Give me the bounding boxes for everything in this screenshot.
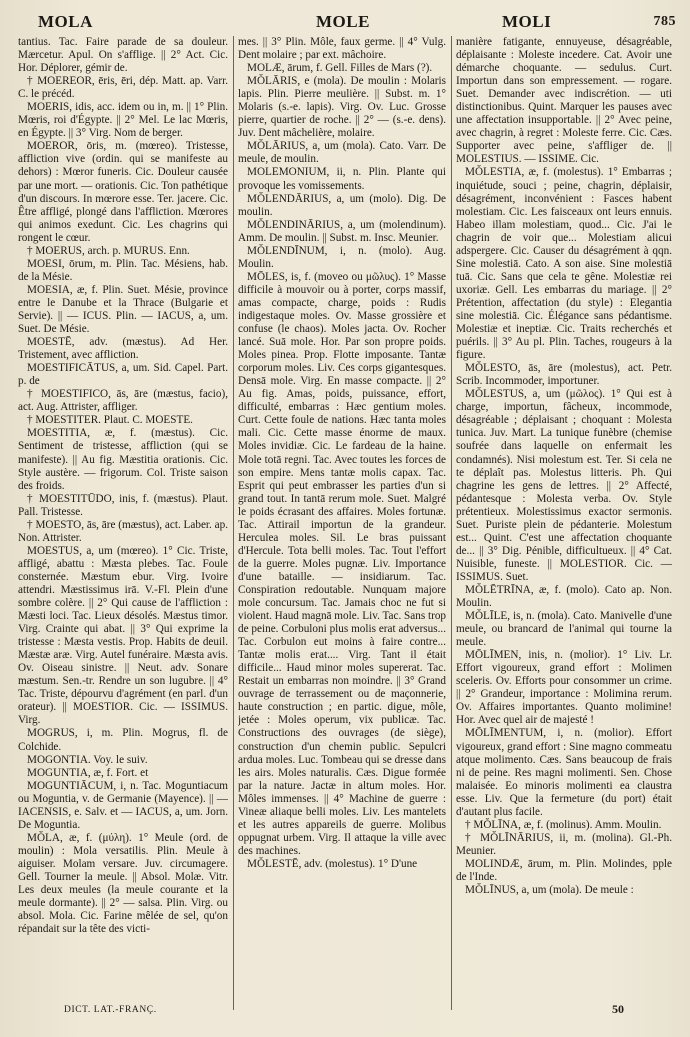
dictionary-entry: MŎLESTIA, æ, f. (molestus). 1° Embarras ; inquiétude, souci ; peine, chagrin, déplaisir, désagrément, inconvénient : Fasces habent molestiam. Cic. Les faisceaux ont leurs ennuis. Habeo illam molestiam, quod... Cic. J'ai le chagrin de voir que... Molestiam alicui adspergere. Cic. Causer du désagrément à qqn. Sine molestiā. Cato. A son aise. Sine molestiā tuā. Cic. Sans que cela te gêne. Molestiæ rei uxoriæ. Gell. Les embarras du mariage. || 2° Prétention, affectation (du style) : Elegantia sine molestiā. Cic. Élégance sans pédantisme. Molestiæ et ineptiæ. Cic. Traits recherchés et puérils. || 3° Au pl. Plin. Taches, rougeurs à la figure.	[456, 166, 672, 362]
dictionary-entry: MOESTUS, a, um (mœreo). 1° Cic. Triste, affligé, abattu : Mæsta plebes. Tac. Foule consternée. Mæstum ebur. Virg. Ivoire attendri. Mæstissimus irā. V.-Fl. Plein d'une sombre colère. || 2° Qui cause de l'affliction : Mæsti loci. Tac. Lieux désolés. Mæstus timor. Virg. Crainte qui abat. || 3° Qui exprime la tristesse : Mæsta vestis. Prop. Habits de deuil. Mæstæ aræ. Virg. Autel funéraire. Mæsta avis. Ov. Oiseau sinistre. || Neut. adv. Sonare mæstum. Sen.-tr. Rendre un son lugubre. || 4° Tac. Triste, dépourvu d'agrément (en parl. d'un orateur). || MOESTIOR. Cic. — ISSIMUS. Virg.	[18, 544, 228, 727]
dictionary-entry: MOGUNTIA, æ, f. Fort. et	[27, 766, 149, 779]
dictionary-entry: MŌLES, is, f. (moveo ou μῶλυς). 1° Masse difficile à mouvoir ou à porter, corps massif, amas compacte, charge, poids : Rudis indigestaque moles. Ov. Masse grossière et confuse (le chaos). Moles jacta. Ov. Rocher lancé. Suā mole. Hor. Par son propre poids. Moles pinea. Prop. Flotte imposante. Tantæ corporum moles. Liv. Ces corps gigantesques. Densā mole. Virg. En masse compacte. || 2° Au fig. Amas, poids, puissance, effort, difficulté, embarras : Hæc gentium moles. Curt. Cette foule de nations. Hæc tanta moles mali. Cic. Cette masse énorme de maux. Moles invidiæ. Cic. Le fardeau de la haine. Mole totā regni. Tac. Avec toutes les forces de son empire. Mens tantæ molis capax. Tac. Esprit qui peut embrasser les parties d'un si grand tout. In tantā rerum mole. Suet. Malgré le poids écrasant des affaires. Moles fortunæ. Tac. Attirail importun de la grandeur. Herculea moles. Sil. Le bras puissant d'Hercule. Tota belli moles. Tac. Tout l'effort de la guerre. Moles pugnæ. Liv. Importance d'une bataille. — insidiarum. Tac. Conspiration redoutable. Nunquam majore mole concursum. Tac. Jamais choc ne fut si violent. Haud magnā mole. Liv. Tac. Sans trop de peine. Corbuloni plus molis erat adversus... Tac. Corbulon eut moins à faire contre... Tantæ molis erat.... Virg. Tant il était difficile... Haud minor moles supererat. Tac. Restait un embarras non moindre. || 3° Grand ouvrage de terrassement ou de maçonnerie, haute construction ; en partic. digue, môle, jetée : Moles operum, vix publicæ. Tac. Constructions des ouvrages (de siège), construction d'un chemin public. Sepulcri ardua moles. Luc. Tombeau qui se dresse dans les airs. Moles naturalis. Cæs. Digue formée par la nature. Jactæ in altum moles. Hor. Môles immenses. || 4° Machine de guerre : Vineæ aliaque belli moles. Liv. Les mantelets et les autres appareils de guerre. Molibus oppugnat urbem. Virg. Il attaque la ville avec des machines.	[238, 270, 446, 857]
footer-sheet-number: 50	[612, 1002, 624, 1016]
dictionary-entry: MOGONTIA. Voy. le suiv.	[27, 753, 148, 766]
dictionary-entry: MŎLESTO, ās, āre (molestus), act. Petr. Scrib. Incommoder, importuner.	[456, 362, 672, 388]
dictionary-entry: MOESTITIA, æ, f. (mæstus). Cic. Sentiment de tristesse, affliction (qui se manifeste). || Au fig. Mæstitia orationis. Cic. Style austère. — frigorum. Col. Triste saison des froids.	[18, 427, 228, 492]
column-left	[18, 36, 228, 1010]
dictionary-entry: MOLEMONIUM, ii, n. Plin. Plante qui provoque les vomissements.	[238, 166, 446, 192]
page-number: 785	[653, 14, 676, 29]
footer-signature: DICT. LAT.-FRANÇ.	[64, 1005, 157, 1015]
text-columns	[18, 36, 678, 1010]
dictionary-entry: † MOEREOR, ēris, ēri, dép. Matt. ap. Varr. C. le précéd.	[18, 75, 228, 101]
dictionary-entry: MŎLĪNUS, a, um (mola). De meule :	[465, 884, 634, 897]
dictionary-entry: † MOESTIFICO, ās, āre (mæstus, facio), act. Aug. Attrister, affliger.	[18, 388, 228, 414]
dictionary-entry: MOESTĒ, adv. (mæstus). Ad Her. Tristement, avec affliction.	[18, 336, 228, 362]
dictionary-entry: MŎLENDĪNUM, i, n. (molo). Aug. Moulin.	[238, 244, 446, 270]
running-header	[18, 10, 676, 36]
dictionary-entry: † MOESTO, ās, āre (mæstus), act. Laber. ap. Non. Attrister.	[18, 518, 228, 544]
dictionary-entry: † MOESTITER. Plaut. C. MOESTE.	[27, 414, 193, 427]
dictionary-entry: MŎLĒTRĪNA, æ, f. (molo). Cato ap. Non. Moulin.	[456, 583, 672, 610]
header-right-word: MOLI	[502, 12, 552, 31]
dictionary-entry: MOESI, ōrum, m. Plin. Tac. Mésiens, hab. de la Mésie.	[18, 257, 228, 283]
dictionary-entry: MOGUNTIĀCUM, i, n. Tac. Moguntiacum ou Moguntia, v. de Germanie (Mayence). || — IACENSIS, e. Salv. et — IACUS, a, um. Jorn. De Moguntia.	[18, 779, 228, 831]
dictionary-entry: † MŎLĪNĀRIUS, ii, m. (molina). Gl.-Ph. Meunier.	[456, 831, 672, 857]
dictionary-entry: MŌLĪMEN, inis, n. (molior). 1° Liv. Lr. Effort vigoureux, grand effort : Molimen sceleris. Ov. Efforts pour consommer un crime. || 2° Grandeur, importance : Molimina rerum. Ov. Affaires importantes. Quanto molimine! Hor. Avec quel air de majesté !	[456, 649, 672, 727]
column-middle	[238, 36, 446, 1010]
column-right	[456, 36, 672, 1010]
dictionary-entry: MŎLĪLE, is, n. (mola). Cato. Manivelle d'une meule, ou brancard de l'animal qui tourne la meule.	[456, 610, 672, 649]
dictionary-entry: mes. || 3° Plin. Môle, faux germe. || 4° Vulg. Dent molaire ; par ext. mâchoire.	[238, 36, 446, 62]
dictionary-entry: MŎLĀRIUS, a, um (mola). Cato. Varr. De meule, de moulin.	[238, 140, 446, 166]
page-footer	[18, 1002, 676, 1023]
dictionary-entry: MŎLĀRIS, e (mola). De moulin : Molaris lapis. Plin. Pierre meulière. || Subst. m. 1° Molaris (s.-e. lapis). Virg. Ov. Luc. Grosse pierre, quartier de roche. || 2° — (s.-e. dens). Juv. Dent mâchelière, molaire.	[238, 75, 446, 140]
dictionary-entry: † MŎLĪNA, æ, f. (molinus). Amm. Moulin.	[465, 818, 662, 831]
dictionary-entry: † MOESTITŪDO, inis, f. (mæstus). Plaut. Pall. Tristesse.	[18, 492, 228, 518]
dictionary-entry: MŎLESTĒ, adv. (molestus). 1° D'une	[247, 857, 418, 870]
dictionary-entry: MŎLENDĀRIUS, a, um (molo). Dig. De moulin.	[238, 192, 446, 218]
dictionary-entry: MOESTIFICĀTUS, a, um. Sid. Capel. Part. p. de	[18, 362, 228, 388]
dictionary-entry: MOEROR, ōris, m. (mœreo). Tristesse, affliction vive (ordin. qui se manifeste au dehors) : Mœror funeris. Cic. Douleur causée par une mort. — orationis. Cic. Ton pathétique d'un discours. In mœrore esse. Ter. jacere. Cic. Être affligé, plongé dans l'affliction. Mœrores qui animos exedunt. Cic. Les chagrins qui rongent le cœur.	[18, 140, 228, 244]
header-center-word: MOLE	[316, 12, 370, 31]
dictionary-entry: MŌLĪMENTUM, i, n. (molior). Effort vigoureux, grand effort : Sine magno commeatu atque molimento. Cæs. Sans beaucoup de frais ni de peine. Res magni molimenti. Sen. Chose malaisée. Eo minoris molimenti ea claustra esse. Liv. Que la fermeture (du port) était d'autant plus facile.	[456, 727, 672, 818]
dictionary-entry: tantius. Tac. Faire parade de sa douleur. Mærcetur. Apul. On s'afflige. || 2° Act. Cic. Hor. Déplorer, gémir de.	[18, 36, 228, 75]
dictionary-entry: MŎLESTUS, a, um (μῶλος). 1° Qui est à charge, importun, fâcheux, incommode, désagréable ; déplaisant ; choquant : Molesta tunica. Juv. Mart. La tunique funèbre (chemise soufrée dans laquelle on enfermait les condamnés). Nisi molestum est. Ter. Si cela ne te déplaît pas. Molestus litteris. Ph. Qui chagrine les gens de lettres. || 2° Affecté, pédantesque : Molesta verba. Ov. Style prétentieux. Molestissimus exactor sermonis. Suet. Puriste plein de pédanterie. Molestum est... Quint. C'est une affectation choquante de... || 3° Dig. Pénible, difficultueux. || 4° Cat. Nuisible, funeste. || MOLESTIOR. Cic. — ISSIMUS. Suet.	[456, 388, 672, 583]
header-left-word: MOLA	[38, 12, 93, 31]
dictionary-entry: manière fatigante, ennuyeuse, désagréable, déplaisante : Moleste incedere. Cat. Avoir une démarche choquante. — sedulus. Curt. Importun dans son empressement. — rogare. Suet. Demander avec indiscrétion. — uti distinctionibus. Quint. Marquer les pauses avec une affectation insupportable. || 2° Avec peine, avec chagrin, à regret : Moleste ferre. Cic. Cæs. Supporter avec peine, s'affliger de. || MOLESTIUS. — ISSIME. Cic.	[456, 36, 672, 166]
dictionary-entry: MOESIA, æ, f. Plin. Suet. Mésie, province entre le Danube et la Thrace (Bulgarie et Servie). || — ICUS. Plin. — IACUS, a, um. Suet. De Mésie.	[18, 283, 228, 336]
dictionary-entry: MOLÆ, ārum, f. Gell. Filles de Mars (?).	[247, 62, 433, 75]
column-divider	[451, 36, 452, 1010]
column-divider	[233, 36, 234, 1010]
dictionary-entry: MŎLENDINĀRIUS, a, um (molendinum). Amm. De moulin. || Subst. m. Insc. Meunier.	[238, 218, 446, 244]
dictionary-entry: MŎLA, æ, f. (μύλη). 1° Meule (ord. de moulin) : Mola versatilis. Plin. Meule à aiguiser. Molam versare. Juv. circumagere. Gell. Tourner la meule. || Absol. Molæ. Vitr. Les deux meules (la meule courante et la meule dormante). || 2° — salsa. Plin. Virg. ou absol. Mola. Cic. Farine mêlée de sel, qu'on répandait sur la tête des victi-	[18, 831, 228, 936]
dictionary-entry: MOLINDÆ, ārum, m. Plin. Molindes, pple de l'Inde.	[456, 857, 672, 883]
dictionary-entry: MOERIS, idis, acc. idem ou in, m. || 1° Plin. Mœris, roi d'Égypte. || 2° Mel. Le lac Mœris, en Égypte. || 3° Virg. Nom de berger.	[18, 101, 228, 140]
dictionary-entry: † MOERUS, arch. p. MURUS. Enn.	[27, 244, 190, 257]
dictionary-entry: MOGRUS, i, m. Plin. Mogrus, fl. de Colchide.	[18, 727, 228, 753]
